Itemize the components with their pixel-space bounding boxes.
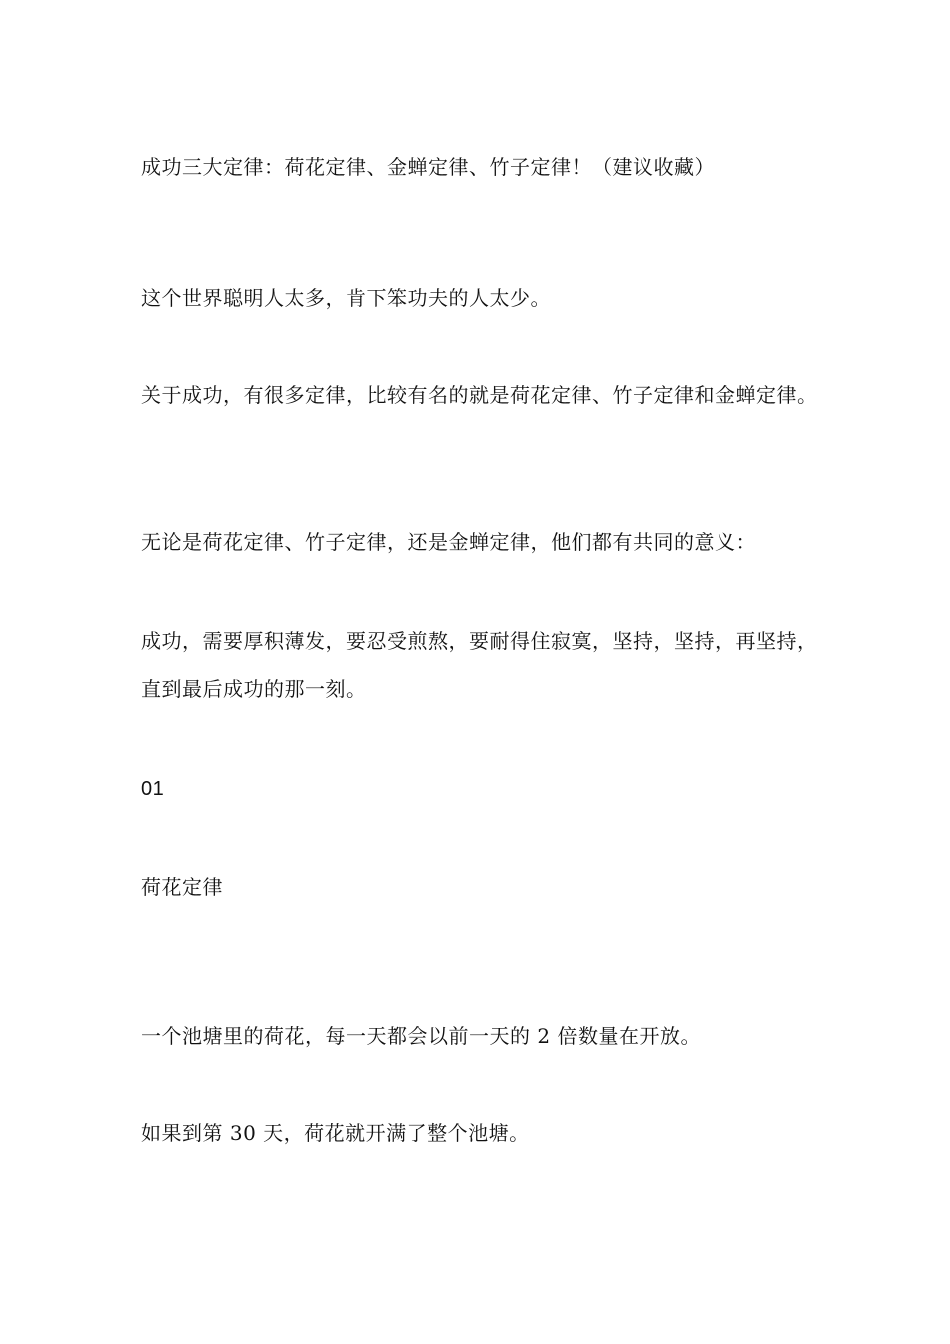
paragraph-common-meaning: 无论是荷花定律、竹子定律，还是金蝉定律，他们都有共同的意义： (141, 530, 756, 554)
paragraph-perseverance: 成功，需要厚积薄发，要忍受煎熬，要耐得住寂寞，坚持，坚持，再坚持，直到最后成功的那一刻。 (141, 629, 818, 701)
section-number: 01 (141, 778, 165, 800)
article-title: 成功三大定律：荷花定律、金蝉定律、竹子定律！（建议收藏） (141, 155, 715, 179)
section-heading: 荷花定律 (141, 875, 223, 899)
paragraph-laws: 关于成功，有很多定律，比较有名的就是荷花定律、竹子定律和金蝉定律。 (141, 383, 818, 407)
paragraph-lotus-day30: 如果到第 30 天，荷花就开满了整个池塘。 (141, 1121, 530, 1145)
paragraph-intro: 这个世界聪明人太多，肯下笨功夫的人太少。 (141, 286, 551, 310)
paragraph-lotus-doubling: 一个池塘里的荷花，每一天都会以前一天的 2 倍数量在开放。 (141, 1024, 701, 1048)
